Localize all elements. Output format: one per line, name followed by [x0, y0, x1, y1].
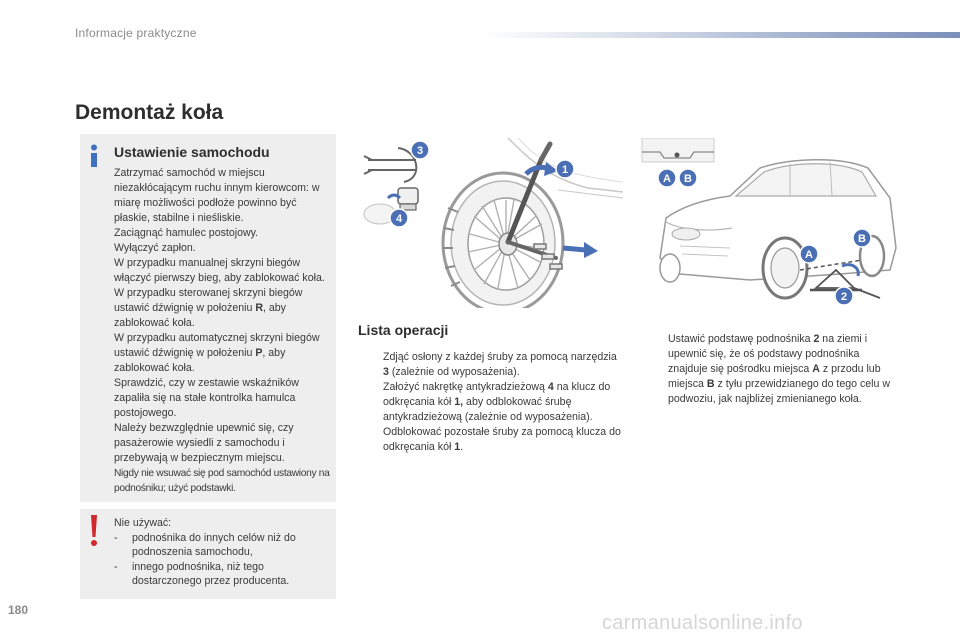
callout-2-icon — [835, 287, 853, 305]
warning-item-text: innego podnośnika, niż tego dostarczonego przez producenta. — [132, 560, 290, 587]
info-heading: Ustawienie samochodu — [114, 144, 270, 160]
callout-4-icon — [390, 209, 408, 227]
callout-b-car-icon — [853, 229, 871, 247]
callout-a-car-icon — [800, 245, 818, 263]
header-accent-bar — [480, 32, 960, 38]
callout-label: 4 — [395, 213, 403, 225]
callout-label: A — [805, 249, 813, 261]
warning-item — [114, 531, 332, 560]
warning-intro: Nie używać: — [114, 517, 172, 529]
operations-heading: Lista operacji — [358, 322, 449, 338]
operation-text: Odblokować pozostałe śruby za pomocą klucza do odkręcania kół 1. — [383, 426, 621, 453]
operation-text: Założyć nakrętkę antykradzieżową 4 na klucz do odkręcania kół 1, aby odblokować śrubę antykradzieżową (zależnie od wyposażenia). — [383, 381, 611, 423]
warning-dash: - — [114, 560, 118, 573]
callout-label: B — [684, 173, 692, 185]
callout-label: A — [663, 173, 671, 185]
bullet-icon — [362, 425, 383, 455]
operations-list — [362, 350, 622, 455]
callout-1-icon — [556, 160, 574, 178]
bullet-icon — [362, 380, 383, 425]
info-paragraph: Zatrzymać samochód w miejscu niezakłócającym ruchu innym kierowcom: w miarę możliwości podłoże powinno być płaskie, stabilne i nieśliskie. — [114, 167, 320, 224]
bullet-icon — [362, 350, 383, 380]
info-paragraph: W przypadku automatycznej skrzyni biegów ustawić dźwignię w położeniu P, aby zablokować koła. — [114, 332, 320, 374]
warning-box — [80, 509, 336, 599]
warning-item — [114, 560, 332, 589]
info-paragraph: W przypadku sterowanej skrzyni biegów ustawić dźwignię w położeniu R, aby zablokować koła. — [114, 287, 303, 329]
operation-item — [362, 425, 622, 455]
operation-item — [647, 332, 897, 407]
info-paragraph: Sprawdzić, czy w zestawie wskaźników zapaliła się na stałe kontrolka hamulca postojowego. — [114, 377, 299, 419]
info-paragraph: Należy bezwzględnie upewnić się, czy pasażerowie wysiedli z samochodu i przebywają w bezpiecznym miejscu. — [114, 422, 294, 464]
callout-label: 1 — [561, 164, 569, 176]
info-paragraph-safety: Nigdy nie wsuwać się pod samochód ustawiony na podnośniku; użyć podstawki. — [114, 468, 330, 494]
operation-text: Zdjąć osłony z każdej śruby za pomocą narzędzia 3 (zależnie od wyposażenia). — [383, 351, 617, 378]
warning-item-text: podnośnika do innych celów niż do podnoszenia samochodu, — [132, 531, 296, 558]
callout-a-icon — [658, 169, 676, 187]
warning-dash: - — [114, 531, 118, 544]
callout-label: 2 — [840, 291, 848, 303]
warning-body — [114, 516, 332, 589]
page-title: Demontaż koła — [75, 101, 224, 124]
info-icon — [87, 144, 101, 168]
bullet-icon — [647, 332, 668, 407]
info-box — [80, 134, 336, 502]
info-paragraph: W przypadku manualnej skrzyni biegów włączyć pierwszy bieg, aby zablokować koła. — [114, 257, 325, 284]
callout-label: 3 — [416, 145, 424, 157]
watermark: carmanualsonline.info — [602, 612, 803, 634]
operation-item — [362, 350, 622, 380]
car-jack-illustration — [640, 138, 902, 308]
warning-icon — [88, 514, 100, 548]
section-header: Informacje praktyczne — [75, 26, 197, 40]
callout-label: B — [858, 233, 866, 245]
wheel-wrench-illustration — [358, 138, 623, 308]
page-number: 180 — [8, 603, 29, 617]
operations-list-right — [647, 332, 897, 407]
callout-b-icon — [679, 169, 697, 187]
operation-text: Ustawić podstawę podnośnika 2 na ziemi i upewnić się, że oś podstawy podnośnika znajduje się pośrodku miejsca A z przodu lub miejsca B z tyłu przewidzianego do tego celu w podwoziu, jak najbliżej zmienianego koła. — [668, 333, 891, 405]
callout-3-icon — [411, 141, 429, 159]
info-paragraph: Zaciągnąć hamulec postojowy. — [114, 227, 259, 239]
info-body — [114, 166, 332, 496]
operation-item — [362, 380, 622, 425]
info-paragraph: Wyłączyć zapłon. — [114, 242, 196, 254]
